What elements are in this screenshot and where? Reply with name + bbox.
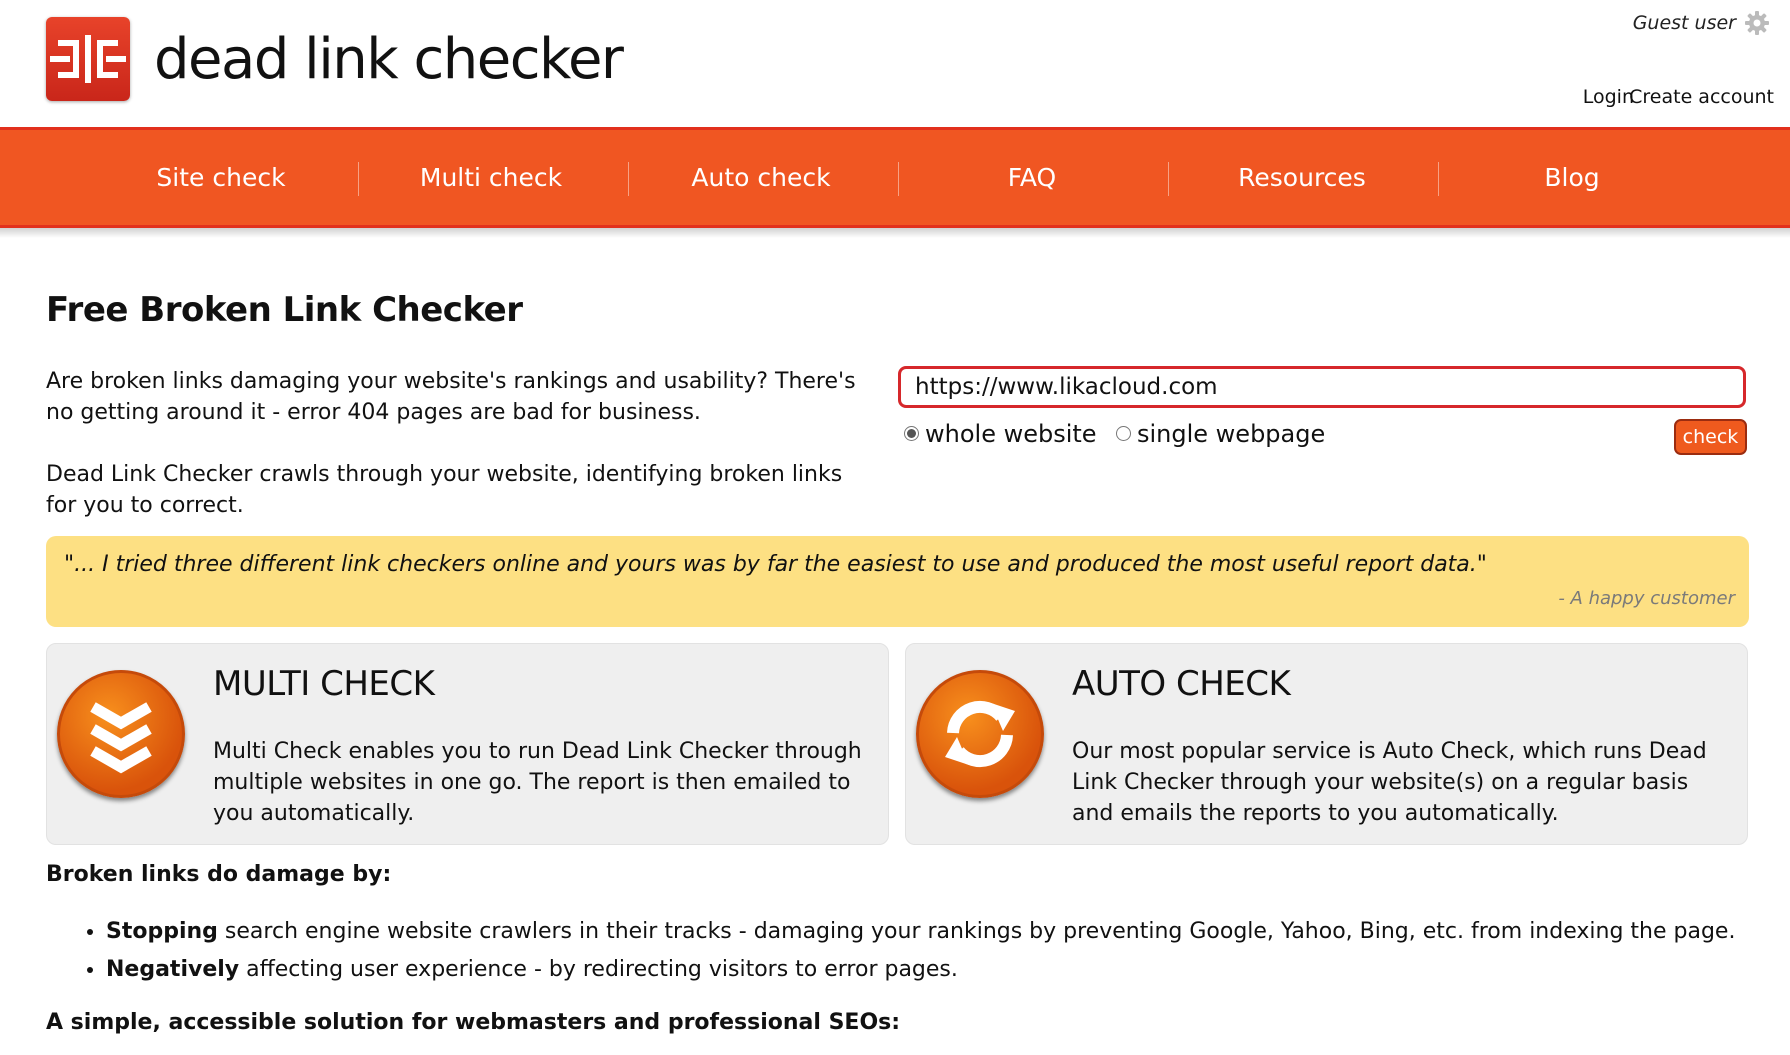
damage-list xyxy=(46,913,1735,989)
testimonial-text: "... I tried three different link checkers online and yours was by far the easiest to use and produced the most useful report data." xyxy=(64,552,1487,577)
radio-button[interactable] xyxy=(1116,426,1131,441)
url-input[interactable] xyxy=(898,366,1746,408)
bullet-bold: Stopping xyxy=(106,919,218,944)
guest-user-label: Guest user xyxy=(1632,12,1736,34)
chevrons-down-icon[interactable] xyxy=(57,670,185,798)
site-header xyxy=(0,0,1790,127)
page-title: Free Broken Link Checker xyxy=(46,290,523,330)
bullet-text: affecting user experience - by redirecting visitors to error pages. xyxy=(239,957,958,982)
nav-shadow xyxy=(0,228,1790,238)
nav-auto-check[interactable]: Auto check xyxy=(691,163,831,192)
main-nav xyxy=(0,127,1790,228)
nav-resources[interactable]: Resources xyxy=(1238,163,1366,192)
intro-paragraph: Are broken links damaging your website's rankings and usability? There's no getting around it - error 404 pages are bad for business. xyxy=(46,369,856,425)
testimonial-box xyxy=(46,536,1749,627)
nav-multi-check[interactable]: Multi check xyxy=(419,163,563,192)
login-link[interactable]: Login xyxy=(1582,86,1634,108)
radio-label: single webpage xyxy=(1137,420,1326,448)
list-item xyxy=(106,951,1735,989)
dlc-logo-icon[interactable] xyxy=(46,17,130,101)
radio-single-webpage[interactable] xyxy=(1116,420,1325,448)
radio-whole-website[interactable] xyxy=(904,420,1097,448)
create-account-link[interactable]: Create account xyxy=(1629,86,1774,108)
gear-icon[interactable] xyxy=(1742,8,1772,38)
nav-site-check[interactable]: Site check xyxy=(156,163,286,192)
brand-name[interactable]: dead link checker xyxy=(154,27,623,92)
damage-heading: Broken links do damage by: xyxy=(46,862,392,887)
multi-check-card[interactable] xyxy=(46,643,889,845)
card-title[interactable]: AUTO CHECK xyxy=(1072,664,1291,704)
description-paragraph: Dead Link Checker crawls through your website, identifying broken links for you to correct. xyxy=(46,462,843,518)
refresh-icon[interactable] xyxy=(916,670,1044,798)
nav-faq[interactable]: FAQ xyxy=(1007,163,1057,192)
bullet-text: search engine website crawlers in their tracks - damaging your rankings by preventing Google, Yahoo, Bing, etc. from indexing the page. xyxy=(217,919,1736,944)
card-text: Our most popular service is Auto Check, which runs Dead Link Checker through your website(s) on a regular basis and emails the reports to you automatically. xyxy=(1072,739,1707,826)
check-button[interactable]: check xyxy=(1674,419,1747,455)
list-item xyxy=(106,913,1735,951)
bullet-bold: Negatively xyxy=(106,957,240,982)
testimonial-author: - A happy customer xyxy=(1558,588,1735,609)
nav-blog[interactable]: Blog xyxy=(1544,163,1600,192)
card-title[interactable]: MULTI CHECK xyxy=(213,664,435,704)
card-text: Multi Check enables you to run Dead Link Checker through multiple websites in one go. The report is then emailed to you automatically. xyxy=(213,739,862,826)
solution-heading: A simple, accessible solution for webmasters and professional SEOs: xyxy=(46,1010,901,1035)
radio-label: whole website xyxy=(925,420,1097,448)
auto-check-card[interactable] xyxy=(905,643,1748,845)
radio-button-checked[interactable] xyxy=(904,426,919,441)
